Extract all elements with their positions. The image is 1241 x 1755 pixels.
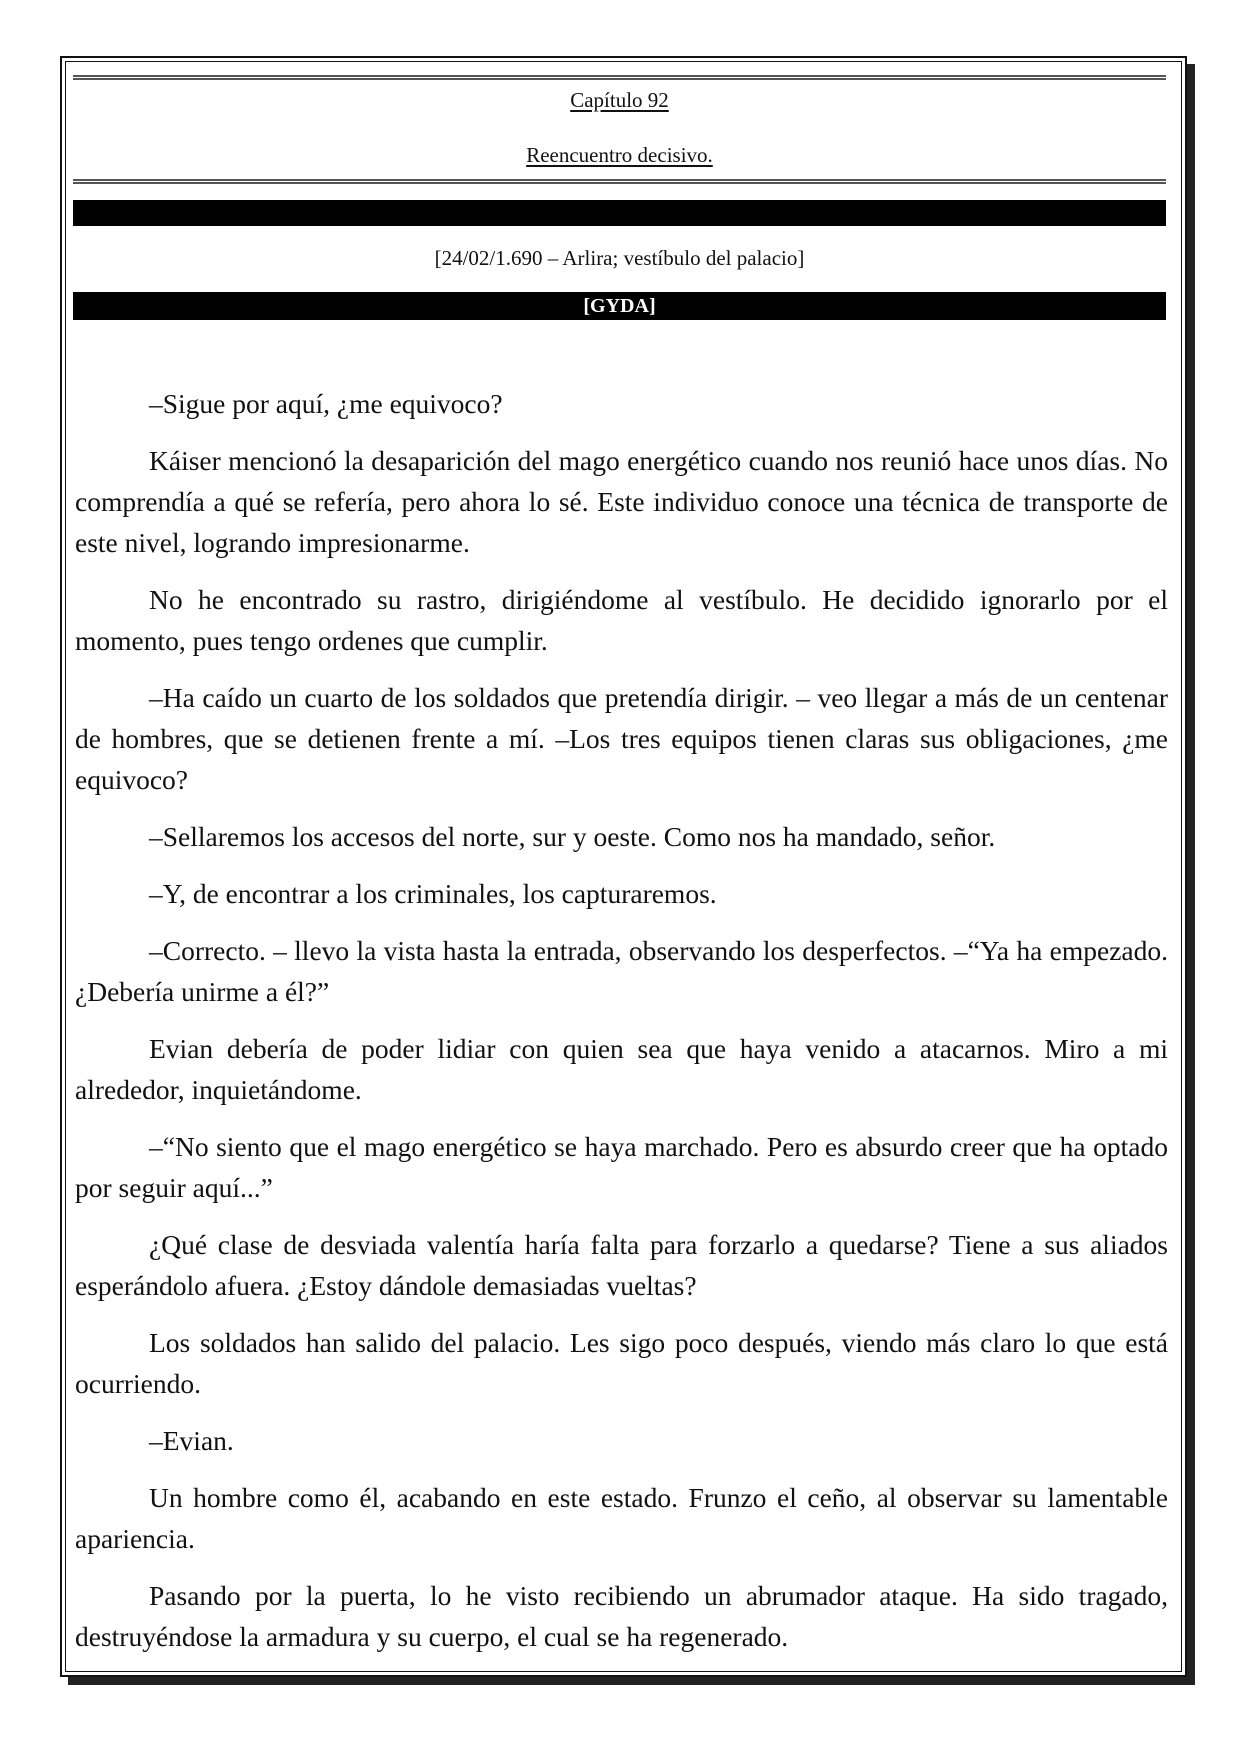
chapter-title: Capítulo 92	[570, 88, 669, 112]
chapter-subtitle: Reencuentro decisivo.	[526, 143, 713, 167]
pov-banner: [GYDA]	[73, 292, 1166, 320]
paragraph: –Y, de encontrar a los criminales, los capturaremos.	[149, 878, 717, 909]
paragraph: Los soldados han salido del palacio. Les sigo poco después, viendo más claro lo que está ocurriendo.	[75, 1327, 1168, 1399]
paragraph: ¿Qué clase de desviada valentía haría falta para forzarlo a quedarse? Tiene a sus aliados esperándolo afuera. ¿Estoy dándole demasiadas vueltas?	[75, 1229, 1168, 1301]
scene-location: [24/02/1.690 – Arlira; vestíbulo del palacio]	[434, 246, 805, 270]
chapter-body	[75, 383, 1168, 1673]
paragraph: –Sigue por aquí, ¿me equivoco?	[149, 388, 503, 419]
paragraph: No he encontrado su rastro, dirigiéndome al vestíbulo. He decidido ignorarlo por el momento, pues tengo ordenes que cumplir.	[75, 584, 1168, 656]
page-frame	[60, 56, 1187, 1677]
paragraph: Un hombre como él, acabando en este estado. Frunzo el ceño, al observar su lamentable apariencia.	[75, 1482, 1168, 1554]
paragraph: Pasando por la puerta, lo he visto recibiendo un abrumador ataque. Ha sido tragado, destruyéndose la armadura y su cuerpo, el cual se ha regenerado.	[75, 1580, 1168, 1652]
paragraph: –Evian.	[149, 1425, 234, 1456]
section-divider-bar	[73, 200, 1166, 226]
paragraph: –Correcto. – llevo la vista hasta la entrada, observando los desperfectos. –“Ya ha empezado. ¿Debería unirme a él?”	[75, 935, 1168, 1007]
paragraph: Káiser mencionó la desaparición del mago energético cuando nos reunió hace unos días. No comprendía a qué se refería, pero ahora lo sé. Este individuo conoce una técnica de transporte de este nivel, logrando impresionarme.	[75, 445, 1168, 558]
paragraph: –Sellaremos los accesos del norte, sur y oeste. Como nos ha mandado, señor.	[149, 821, 996, 852]
header-double-rule	[73, 179, 1166, 184]
paragraph: –Ha caído un cuarto de los soldados que pretendía dirigir. – veo llegar a más de un centenar de hombres, que se detienen frente a mí. –Los tres equipos tienen claras sus obligaciones, ¿me equivoco?	[75, 682, 1168, 795]
top-double-rule	[73, 75, 1166, 80]
paragraph: Evian debería de poder lidiar con quien sea que haya venido a atacarnos. Miro a mi alrededor, inquietándome.	[75, 1033, 1168, 1105]
paragraph: –“No siento que el mago energético se haya marchado. Pero es absurdo creer que ha optado por seguir aquí...”	[75, 1131, 1168, 1203]
